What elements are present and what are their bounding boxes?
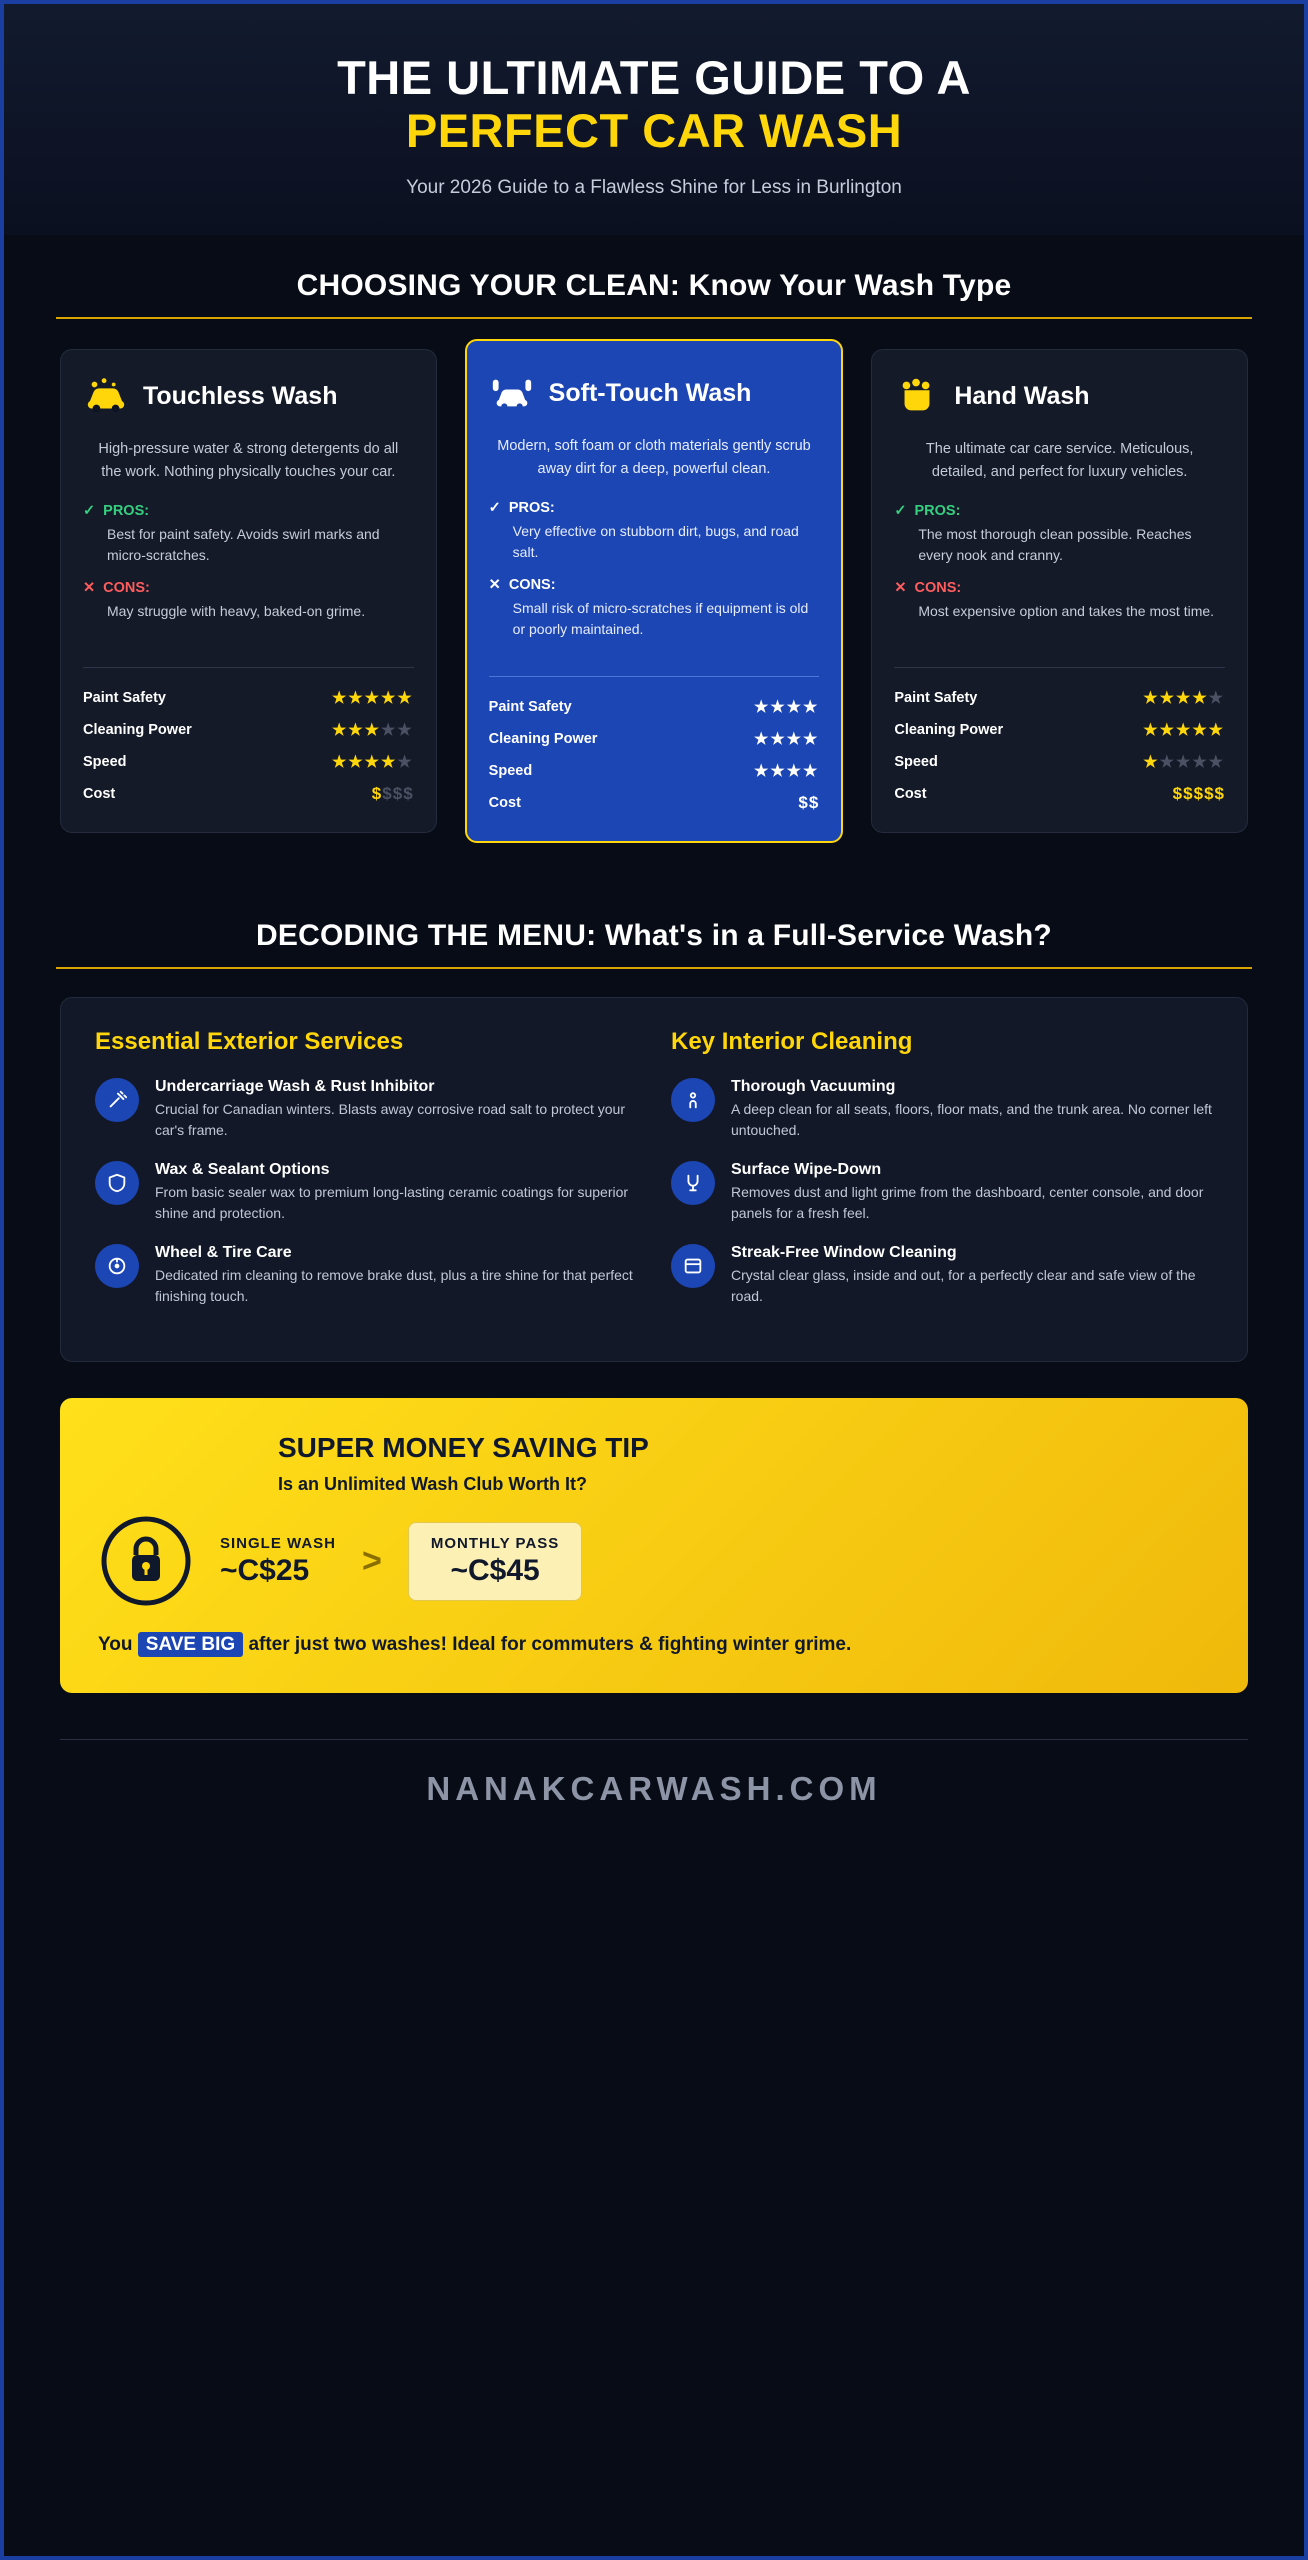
- list-item: [671, 1078, 1213, 1141]
- tip-footnote: [98, 1631, 1208, 1659]
- comparator-symbol: >: [362, 1541, 382, 1580]
- card-pros: [894, 503, 1225, 566]
- cost-row: [894, 778, 1225, 810]
- rating-stars: ★★★★★: [331, 690, 414, 708]
- list-item: [95, 1161, 637, 1224]
- card-header: [894, 376, 1225, 416]
- cross-icon: ✕: [83, 580, 96, 597]
- rating-row: [894, 746, 1225, 778]
- card-ratings: [489, 676, 820, 819]
- cons-text: May struggle with heavy, baked-on grime.: [107, 603, 366, 620]
- hero-subtitle: Your 2026 Guide to a Flawless Shine for Less in Burlington: [406, 177, 902, 199]
- cross-icon: ✕: [894, 580, 907, 597]
- monthly-pass-price: [408, 1522, 582, 1601]
- card-title: Touchless Wash: [143, 382, 338, 411]
- title-line-1: THE ULTIMATE GUIDE TO A: [337, 51, 971, 104]
- page-title: [44, 52, 1264, 157]
- rating-label: Paint Safety: [488, 699, 572, 716]
- cons-text: Small risk of micro-scratches if equipment is old or poorly maintained.: [512, 600, 809, 638]
- card-spacer: [894, 636, 1225, 655]
- rating-row: [83, 746, 414, 778]
- wash-type-cards: [4, 319, 1304, 833]
- list-item: [95, 1078, 637, 1141]
- card-pros: [83, 503, 414, 566]
- pros-text: Best for paint safety. Avoids swirl marks and micro-scratches.: [107, 526, 380, 564]
- card-cons: [83, 580, 414, 622]
- cost-label: Cost: [894, 786, 927, 803]
- card-title: Soft-Touch Wash: [548, 379, 752, 408]
- cons-label: CONS:: [103, 580, 150, 597]
- rating-row: [894, 714, 1225, 746]
- single-wash-label: SINGLE WASH: [220, 1534, 337, 1552]
- cons-header: [489, 577, 820, 593]
- rating-stars: ★★★★★: [1143, 690, 1226, 708]
- rating-stars: ★★★★: [753, 699, 820, 717]
- wheel-icon: [95, 1244, 139, 1288]
- tip-foot-pre: You: [98, 1634, 133, 1656]
- section1-title: CHOOSING YOUR CLEAN: Know Your Wash Type: [296, 269, 1012, 303]
- section-heading-wash-types: [56, 269, 1252, 319]
- pros-header: [489, 500, 820, 516]
- single-wash-value: ~C$25: [220, 1553, 310, 1587]
- cost-row: [489, 787, 820, 819]
- rating-row: [894, 682, 1225, 714]
- service-text: Crucial for Canadian winters. Blasts away corrosive road salt to protect your car's frame.: [155, 1101, 625, 1139]
- check-icon: ✓: [83, 503, 96, 520]
- cost-value: $$: [798, 793, 820, 813]
- rating-stars: ★★★★★: [331, 754, 414, 772]
- tip-foot-post: after just two washes! Ideal for commuters & fighting winter grime.: [248, 1634, 852, 1656]
- service-text: Crystal clear glass, inside and out, for a perfectly clear and safe view of the road.: [731, 1267, 1196, 1305]
- rating-row: [83, 682, 414, 714]
- money-saving-tip-panel: [60, 1398, 1248, 1693]
- cost-label: Cost: [83, 786, 116, 803]
- service-text: Removes dust and light grime from the dashboard, center console, and door panels for a fresh feel.: [731, 1184, 1204, 1222]
- hero-section: [4, 4, 1304, 235]
- card-cons: [894, 580, 1225, 622]
- footer-site-name: NANAKCARWASH.COM: [426, 1769, 882, 1807]
- rating-stars: ★★★★: [753, 763, 820, 781]
- exterior-services-title: Essential Exterior Services: [95, 1028, 404, 1056]
- monthly-pass-label: MONTHLY PASS: [430, 1534, 560, 1552]
- list-item: [671, 1244, 1213, 1307]
- section2-divider: [56, 967, 1252, 969]
- card-ratings: [83, 667, 414, 810]
- save-big-badge: SAVE BIG: [138, 1632, 243, 1657]
- card-description: Modern, soft foam or cloth materials gently scrub away dirt for a deep, powerful clean.: [497, 438, 811, 477]
- tip-comparison: [98, 1513, 1208, 1609]
- service-title: Undercarriage Wash & Rust Inhibitor: [155, 1078, 435, 1096]
- card-description: High-pressure water & strong detergents do all the work. Nothing physically touches your car.: [98, 441, 399, 480]
- cons-label: CONS:: [914, 580, 962, 597]
- card-title: Hand Wash: [954, 382, 1090, 411]
- cross-icon: ✕: [488, 577, 501, 594]
- cons-header: [894, 580, 1225, 596]
- service-title: Surface Wipe-Down: [731, 1161, 882, 1179]
- service-title: Thorough Vacuuming: [731, 1078, 896, 1096]
- list-item: [671, 1161, 1213, 1224]
- rating-label: Cleaning Power: [488, 731, 598, 748]
- rating-label: Speed: [488, 763, 533, 780]
- card-touchless-wash[interactable]: [60, 349, 437, 833]
- wipe-icon: [671, 1161, 715, 1205]
- section-heading-menu: [56, 919, 1252, 969]
- shield-icon: [95, 1161, 139, 1205]
- rating-row: [489, 755, 820, 787]
- pros-text: The most thorough clean possible. Reaches every nook and cranny.: [918, 526, 1192, 564]
- card-hand-wash[interactable]: [871, 349, 1248, 833]
- card-cons: [489, 577, 820, 640]
- tip-subheading: Is an Unlimited Wash Club Worth It?: [278, 1474, 587, 1495]
- cons-text: Most expensive option and takes the most time.: [918, 603, 1215, 620]
- cons-label: CONS:: [508, 577, 556, 594]
- service-text: Dedicated rim cleaning to remove brake dust, plus a tire shine for that perfect finishing touch.: [155, 1267, 633, 1305]
- service-title: Wheel & Tire Care: [155, 1244, 292, 1262]
- card-ratings: [894, 667, 1225, 810]
- list-item: [95, 1244, 637, 1307]
- pros-label: PROS:: [103, 503, 150, 520]
- monthly-pass-value: ~C$45: [450, 1553, 540, 1587]
- check-icon: ✓: [894, 503, 907, 520]
- window-icon: [671, 1244, 715, 1288]
- rating-row: [489, 723, 820, 755]
- service-title: Streak-Free Window Cleaning: [731, 1244, 957, 1262]
- rating-label: Speed: [83, 754, 127, 771]
- rating-row: [489, 691, 820, 723]
- pros-header: [894, 503, 1225, 519]
- card-spacer: [83, 636, 414, 655]
- tip-heading: SUPER MONEY SAVING TIP: [278, 1432, 649, 1464]
- rating-label: Paint Safety: [83, 690, 166, 707]
- rating-label: Speed: [894, 754, 938, 771]
- cost-value: $$$$$: [1172, 784, 1226, 804]
- soft-touch-car-icon: [489, 373, 535, 413]
- services-panel: [60, 997, 1248, 1362]
- title-line-2: PERFECT CAR WASH: [405, 103, 903, 157]
- exterior-services-column: [95, 1028, 637, 1327]
- card-description: The ultimate car care service. Meticulous, detailed, and perfect for luxury vehicles.: [925, 441, 1194, 480]
- card-spacer: [489, 654, 820, 664]
- rating-stars: ★★★★: [753, 731, 820, 749]
- card-header: [489, 373, 820, 413]
- cost-label: Cost: [488, 795, 521, 812]
- rating-stars: ★★★★★: [1143, 754, 1226, 772]
- rating-row: [83, 714, 414, 746]
- cost-row: [83, 778, 414, 810]
- pros-label: PROS:: [914, 503, 961, 520]
- rating-stars: ★★★★★: [1143, 722, 1226, 740]
- check-icon: ✓: [488, 500, 501, 517]
- single-wash-price: [220, 1535, 336, 1588]
- footer: [60, 1739, 1248, 1842]
- section2-title: DECODING THE MENU: What's in a Full-Service Wash?: [256, 919, 1052, 953]
- cons-header: [83, 580, 414, 596]
- touchless-car-icon: [83, 376, 129, 416]
- pros-text: Very effective on stubborn dirt, bugs, and road salt.: [512, 523, 799, 561]
- hand-wash-icon: [894, 376, 940, 416]
- service-text: From basic sealer wax to premium long-lasting ceramic coatings for superior shine and protection.: [155, 1184, 629, 1222]
- service-title: Wax & Sealant Options: [155, 1161, 330, 1179]
- interior-services-title: Key Interior Cleaning: [671, 1028, 913, 1056]
- rating-stars: ★★★★★: [331, 722, 414, 740]
- pros-label: PROS:: [508, 500, 555, 517]
- rating-label: Cleaning Power: [894, 722, 1004, 739]
- card-header: [83, 376, 414, 416]
- spray-nozzle-icon: [95, 1078, 139, 1122]
- rating-label: Cleaning Power: [83, 722, 192, 739]
- piggy-lock-icon: [98, 1513, 194, 1609]
- rating-label: Paint Safety: [894, 690, 978, 707]
- card-soft-touch-wash[interactable]: [465, 339, 844, 843]
- pros-header: [83, 503, 414, 519]
- cost-value: $$$$: [371, 784, 414, 804]
- card-pros: [489, 500, 820, 563]
- service-text: A deep clean for all seats, floors, floor mats, and the trunk area. No corner left untouched.: [731, 1101, 1212, 1139]
- interior-services-column: [671, 1028, 1213, 1327]
- vacuum-icon: [671, 1078, 715, 1122]
